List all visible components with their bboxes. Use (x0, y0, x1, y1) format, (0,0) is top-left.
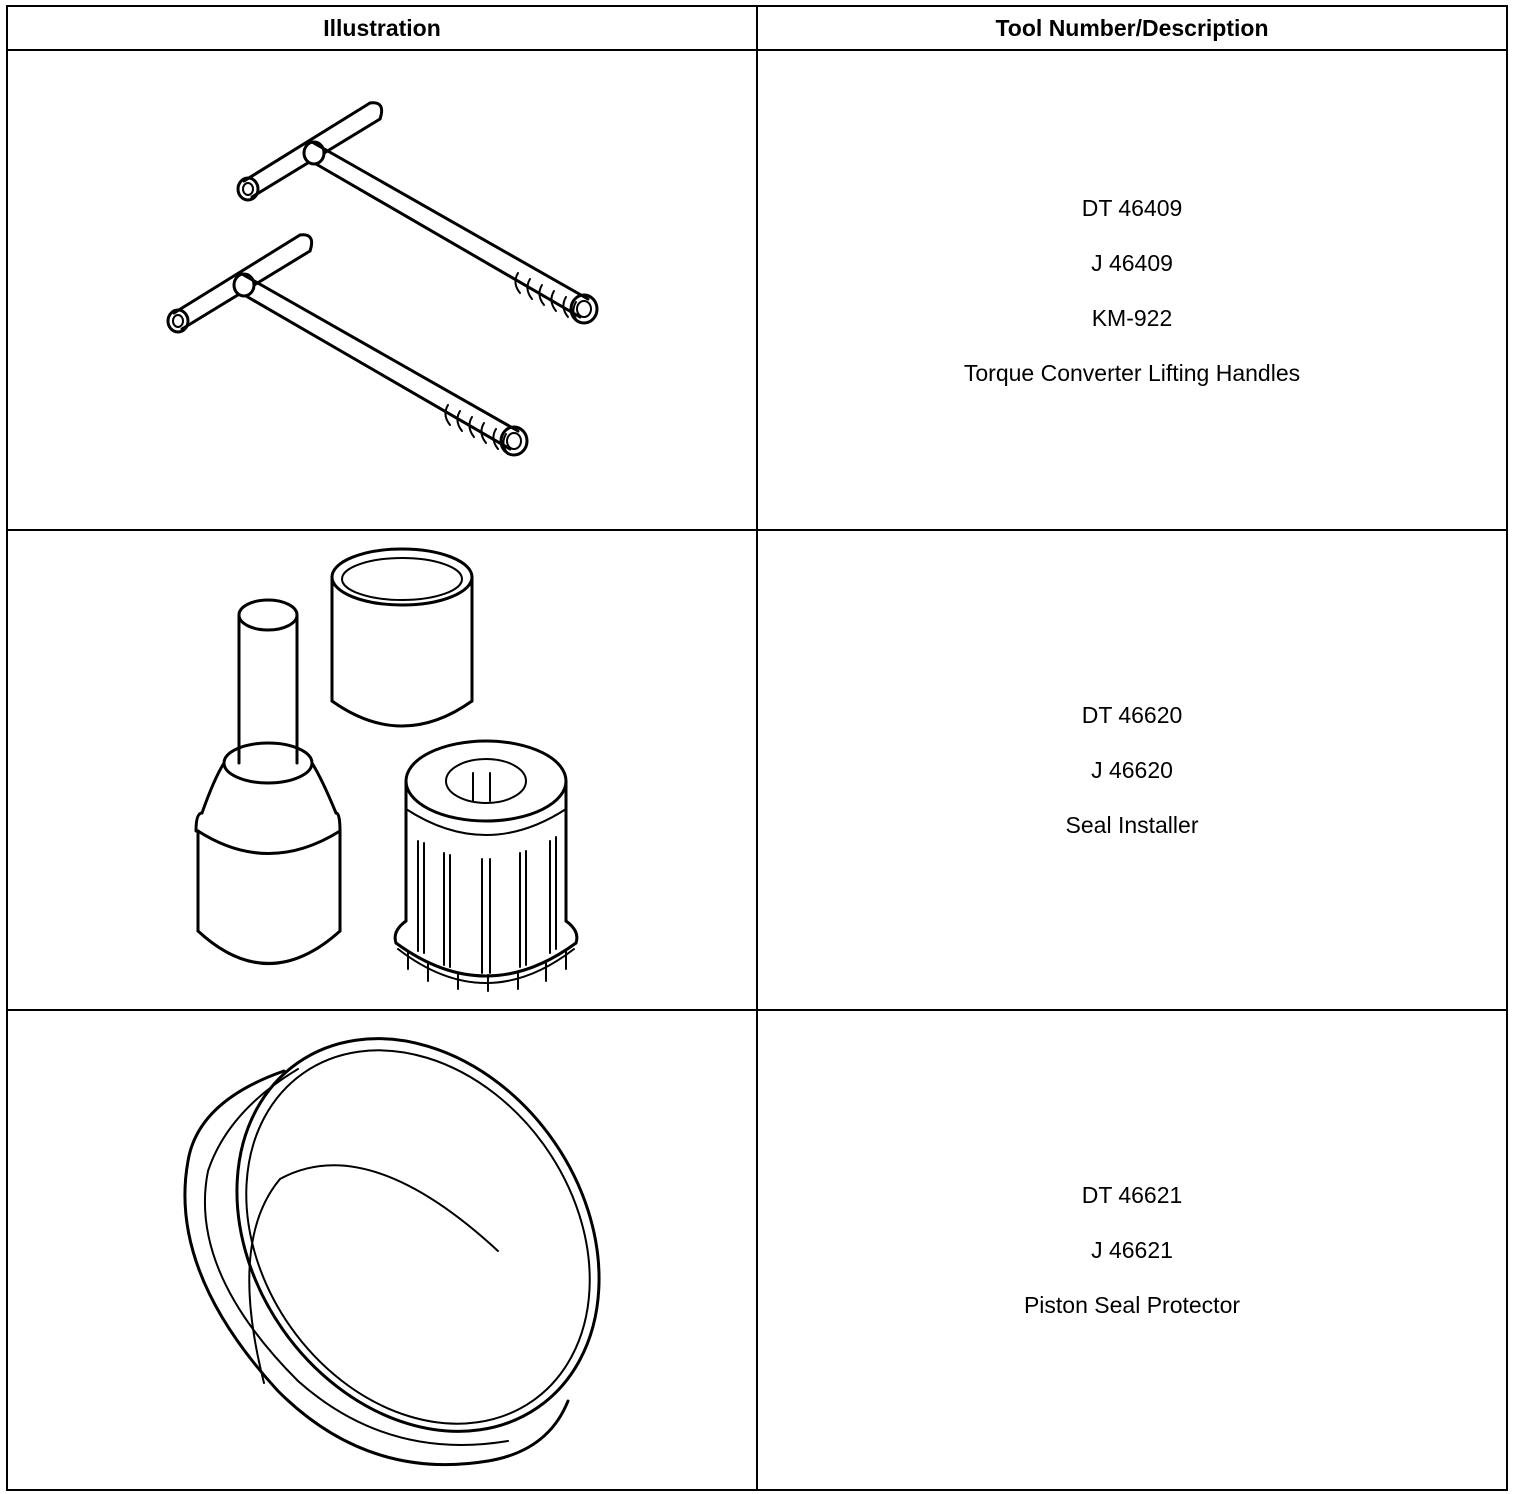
tool-number-dt: DT 46620 (1081, 702, 1183, 728)
torque-converter-lifting-handles-icon (8, 51, 756, 529)
table-row (7, 1010, 1507, 1490)
tool-description: Torque Converter Lifting Handles (963, 359, 1301, 386)
header-tool-number-description: Tool Number/Description (757, 6, 1507, 50)
seal-installer-icon (8, 531, 756, 1009)
description-cell (757, 50, 1507, 530)
header-row (7, 6, 1507, 50)
tool-number-dt: DT 46621 (1081, 1182, 1183, 1208)
tool-number-dt: DT 46409 (1081, 194, 1183, 221)
illustration-cell (7, 50, 757, 530)
table-row (7, 50, 1507, 530)
tool-number-j: J 46620 (1091, 757, 1173, 783)
illustration-cell (7, 530, 757, 1010)
description-cell (757, 530, 1507, 1010)
header-illustration: Illustration (7, 6, 757, 50)
tool-number-j: J 46409 (1091, 249, 1173, 276)
piston-seal-protector-icon (8, 1011, 756, 1489)
tool-number-j: J 46621 (1091, 1237, 1173, 1263)
description-cell (757, 1010, 1507, 1490)
tool-table (6, 5, 1508, 1491)
tool-number-km: KM-922 (1091, 304, 1173, 331)
tool-description: Piston Seal Protector (1023, 1292, 1241, 1318)
illustration-cell (7, 1010, 757, 1490)
tool-description: Seal Installer (1065, 812, 1199, 838)
table-row (7, 530, 1507, 1010)
